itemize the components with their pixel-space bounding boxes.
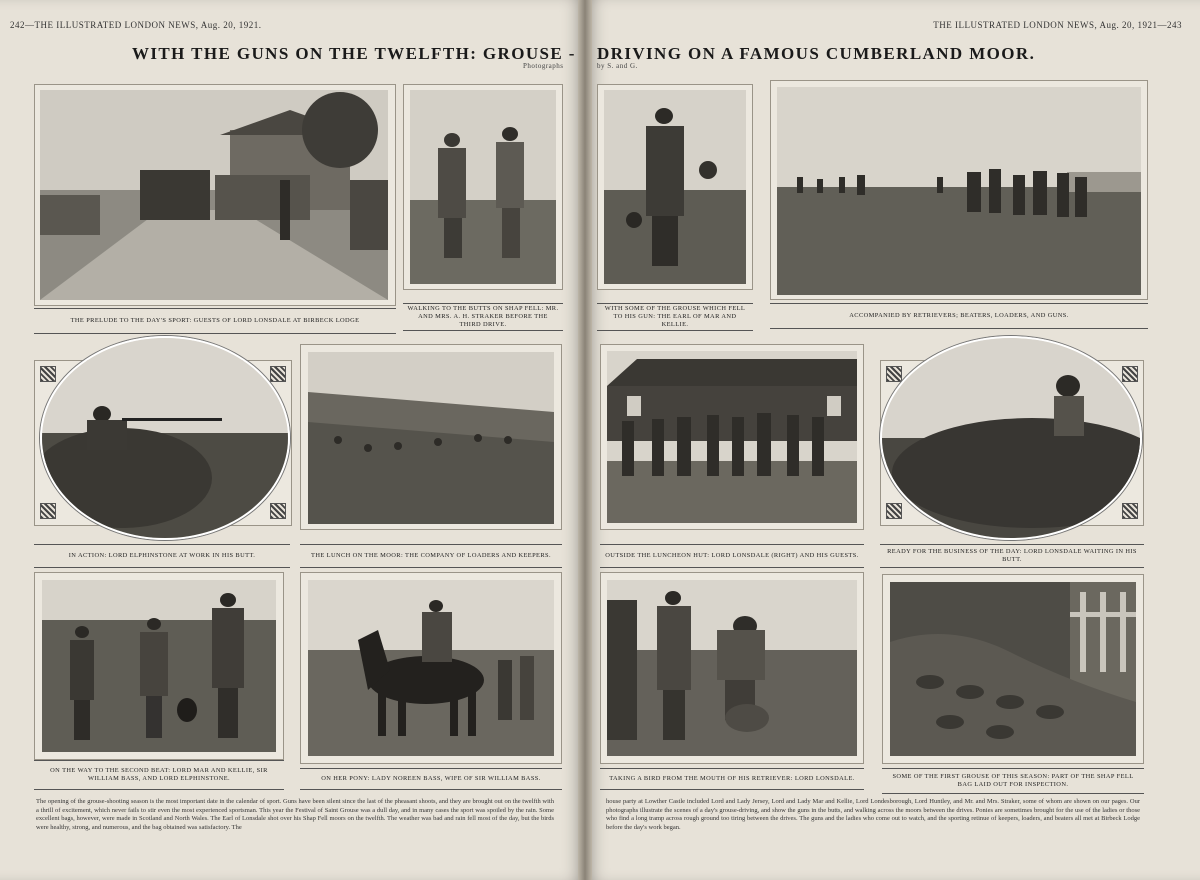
photo-credit-left: Photographs <box>523 62 564 70</box>
corner-ornament-icon <box>886 503 902 519</box>
caption-lunch: THE LUNCH ON THE MOOR: THE COMPANY OF LOADERS AND KEEPERS. <box>300 544 562 568</box>
body-text-left: The opening of the grouse-shooting season is the most important date in the calendar of sport. Guns have been silent since the last of the pheasant shoots, and they are brought out on the twelfth with a thrill of excitement, which never fails to stir even the most experienced sportsman. This year the Festival of Saint Grouse was a dull day, and in many cases the sport was spoiled by the rain. Some excellent bags, however, were made in Scotland and North Wales. The Earl of Lonsdale shot over his Shap Fell moors on the twelfth. The weather was bad and rain fell most of the day, but the birds were healthy, strong, and numerous, and the bag obtained was satisfactory. The <box>36 798 554 831</box>
corner-ornament-icon <box>270 366 286 382</box>
corner-ornament-icon <box>886 366 902 382</box>
corner-ornament-icon <box>1122 503 1138 519</box>
page-gutter <box>578 0 592 880</box>
headline-left: WITH THE GUNS ON THE TWELFTH: GROUSE - <box>132 44 576 63</box>
corner-ornament-icon <box>270 503 286 519</box>
photo-second-beat <box>42 580 276 752</box>
photo-straker-walking <box>410 90 556 284</box>
right-running-head: THE ILLUSTRATED LONDON NEWS, Aug. 20, 1921—243 <box>933 20 1182 30</box>
corner-ornament-icon <box>40 503 56 519</box>
caption-straker: WALKING TO THE BUTTS ON SHAP FELL: MR. AND MRS. A. H. STRAKER BEFORE THE THIRD DRIVE. <box>403 303 563 331</box>
left-running-head: 242—THE ILLUSTRATED LONDON NEWS, Aug. 20, 1921. <box>10 20 262 30</box>
photo-hut-guests <box>607 351 857 523</box>
body-text-right: house party at Lowther Castle included Lord and Lady Jersey, Lord and Lady Mar and Kellie, Lord Londesborough, Lord Huntley, and Mr. and Mrs. Straker, some of whom are shown on our pages. Our photographs illustrate the scenes of a day's grouse-driving, and show the guns in the butts, and walking across the moors between the drives. Ponies are sometimes brought for the use of the ladies or those who find a long tramp across rough ground too tiring between the drives. The guns and the ladies who come out to watch, and the sporting retinue of keepers, loaders, and beaters all met at Birbeck Lodge before the day's work began. <box>606 798 1140 831</box>
photo-lunch-moor <box>308 352 554 524</box>
photo-prelude-road <box>40 90 388 300</box>
photo-lady-pony <box>308 580 554 756</box>
caption-retrievers: ACCOMPANIED BY RETRIEVERS; BEATERS, LOADERS, AND GUNS. <box>770 303 1148 329</box>
caption-elphinstone: IN ACTION: LORD ELPHINSTONE AT WORK IN HIS BUTT. <box>34 544 290 568</box>
photo-grouse-bag <box>890 582 1136 756</box>
caption-grouse-bag: SOME OF THE FIRST GROUSE OF THIS SEASON: PART OF THE SHAP FELL BAG LAID OUT FOR INSPECTION. <box>882 768 1144 794</box>
photo-elphinstone-butt <box>40 336 290 540</box>
headline-right: DRIVING ON A FAMOUS CUMBERLAND MOOR. <box>597 44 1036 63</box>
photo-lonsdale-butt <box>880 336 1142 540</box>
caption-pony: ON HER PONY: LADY NOREEN BASS, WIFE OF SIR WILLIAM BASS. <box>300 768 562 790</box>
caption-hut: OUTSIDE THE LUNCHEON HUT: LORD LONSDALE (RIGHT) AND HIS GUESTS. <box>600 544 864 568</box>
caption-lonsdale-butt: READY FOR THE BUSINESS OF THE DAY: LORD LONSDALE WAITING IN HIS BUTT. <box>880 544 1144 568</box>
photo-party-moor <box>777 87 1141 295</box>
caption-second-beat: ON THE WAY TO THE SECOND BEAT: LORD MAR AND KELLIE, SIR WILLIAM BASS, AND LORD ELPHINSTONE. <box>34 760 284 790</box>
caption-mar-kellie: WITH SOME OF THE GROUSE WHICH FELL TO HIS GUN: THE EARL OF MAR AND KELLIE. <box>597 303 753 331</box>
caption-retriever: TAKING A BIRD FROM THE MOUTH OF HIS RETRIEVER: LORD LONSDALE. <box>600 768 864 790</box>
caption-prelude: THE PRELUDE TO THE DAY'S SPORT: GUESTS OF LORD LONSDALE AT BIRBECK LODGE <box>34 308 396 334</box>
photo-mar-kellie-grouse <box>604 90 746 284</box>
corner-ornament-icon <box>40 366 56 382</box>
photo-credit-right: by S. and G. <box>597 62 638 70</box>
corner-ornament-icon <box>1122 366 1138 382</box>
photo-retriever-bird <box>607 580 857 756</box>
